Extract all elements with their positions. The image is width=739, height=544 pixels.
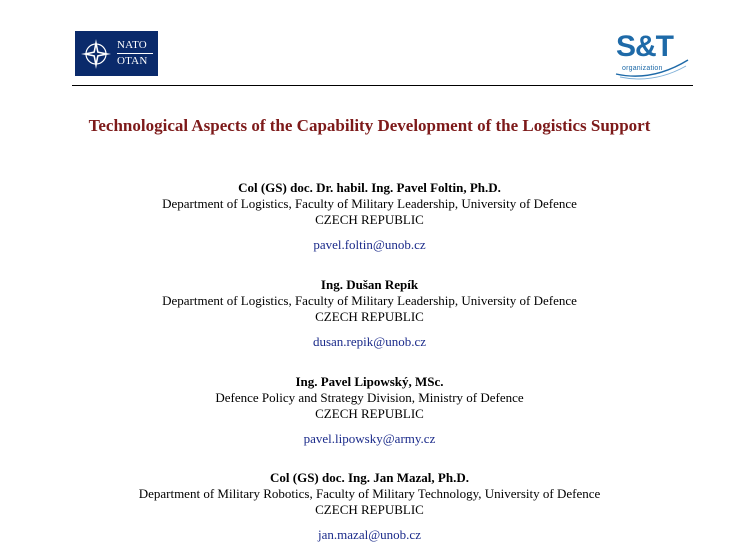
author-affiliation: Department of Military Robotics, Faculty of Military Technology, University of Defence [138,486,601,501]
author-affiliation: Department of Logistics, Faculty of Military Leadership, University of Defence [162,196,577,211]
st-organization-logo [614,30,690,80]
author-name: Ing. Pavel Lipowský, MSc. [295,374,444,389]
author-country: CZECH REPUBLIC [315,406,424,421]
author-block [80,180,659,253]
st-subtitle: organization [622,65,663,72]
author-email-link[interactable]: pavel.foltin@unob.cz [313,237,426,252]
author-block [80,277,659,350]
author-block [80,374,659,447]
otan-label: OTAN [117,55,148,67]
author-email-link[interactable]: jan.mazal@unob.cz [318,527,421,542]
author-country: CZECH REPUBLIC [315,309,424,324]
st-mark: S&T [616,30,673,63]
author-affiliation: Department of Logistics, Faculty of Military Leadership, University of Defence [162,293,577,308]
nato-divider [117,53,153,54]
nato-otan-logo [75,31,158,76]
nato-compass-star-icon [75,31,117,76]
author-name: Col (GS) doc. Ing. Jan Mazal, Ph.D. [270,470,469,485]
author-name: Col (GS) doc. Dr. habil. Ing. Pavel Foltin, Ph.D. [238,180,501,195]
author-country: CZECH REPUBLIC [315,212,424,227]
nato-label: NATO [117,39,147,51]
author-affiliation: Defence Policy and Strategy Division, Ministry of Defence [215,390,524,405]
paper-title: Technological Aspects of the Capability Development of the Logistics Support [88,116,651,135]
nato-wordmark [117,31,153,76]
author-block [80,470,659,543]
author-country: CZECH REPUBLIC [315,502,424,517]
author-name: Ing. Dušan Repík [320,277,419,292]
header-divider [72,85,693,86]
author-email-link[interactable]: dusan.repik@unob.cz [312,334,427,349]
author-email-link[interactable]: pavel.lipowsky@army.cz [303,431,436,446]
